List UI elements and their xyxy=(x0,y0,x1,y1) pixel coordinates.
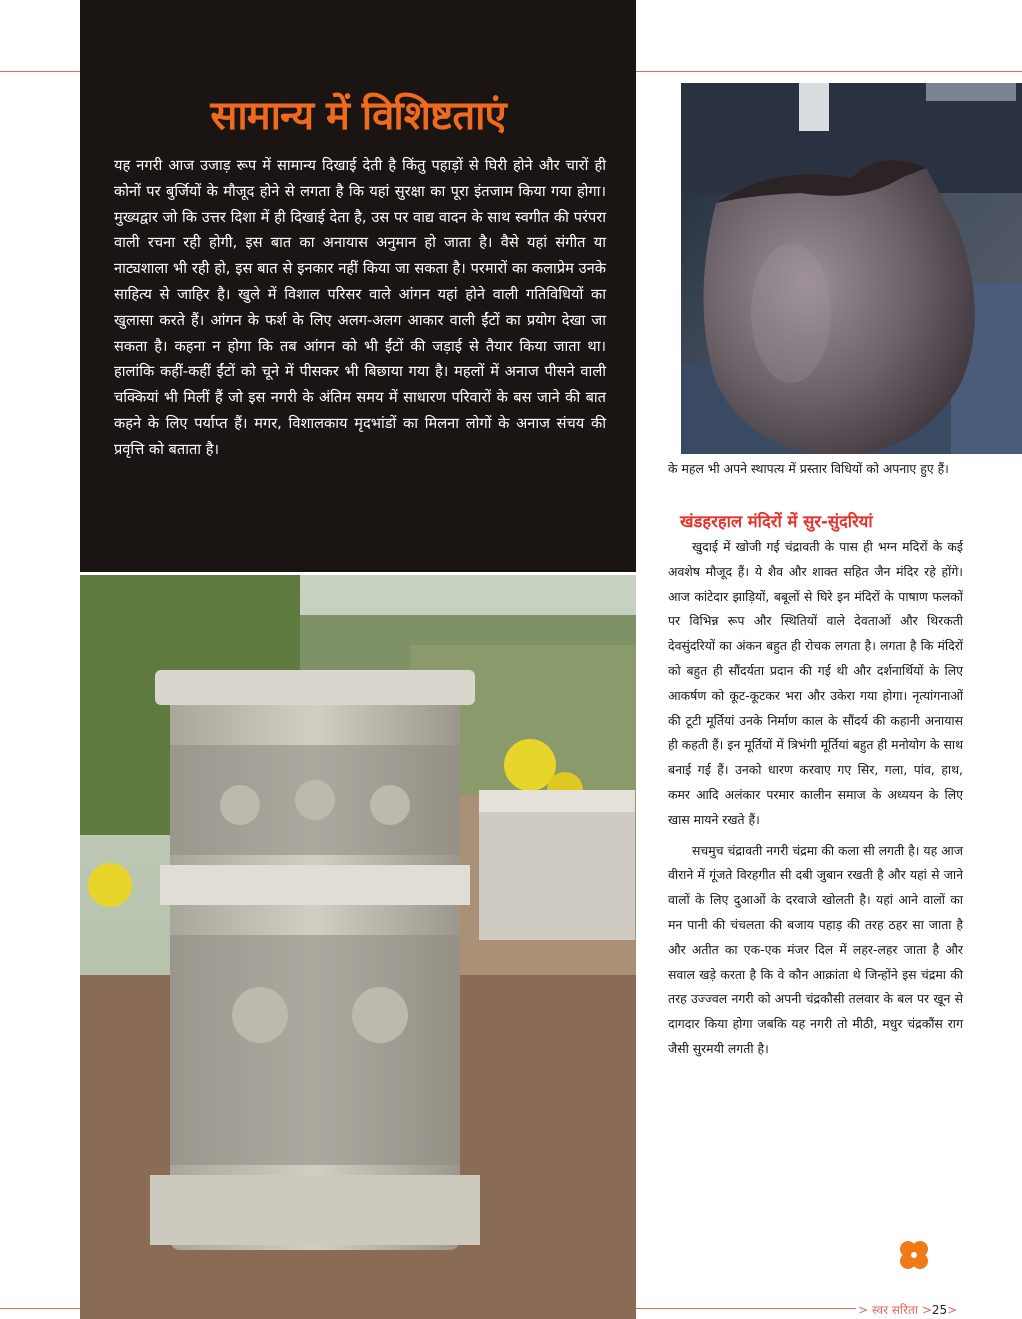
top-rule-right xyxy=(636,71,1022,72)
right-column-lead xyxy=(668,457,963,482)
right-column-body xyxy=(668,535,963,1062)
body-paragraph-1: खुदाई में खोजी गई चंद्रावती के पास ही भग्न मदिरों के कई अवशेष मौजूद हैं। ये शैव और शाक्त सहित जैन मंदिर रहे होंगे। आज कांटेदार झाड़ियों, बबूलों से घिरे इन मंदिरों के पाषाण फलकों पर विभिन्न रूप और स्थितियों वाले देवताओं और थिरकती देवसुंदरियों का अंकन बहुत ही रोचक लगता है। लगता है कि मंदिरों को बहुत ही सौंदर्यता प्रदान की गई थी और दर्शनार्थियों के लिए आकर्षण को कूट-कूटकर भरा और उकेरा गया होगा। नृत्यांगनाओं की टूटी मूर्तियां उनके निर्माण काल के सौंदर्य की कहानी अनायास ही कहती हैं। इन मूर्तियों में त्रिभंगी मूर्तियां बहुत ही मनोयोग के साथ बनाई गई हैं। उनको धारण करवाए गए सिर, गला, पांव, हाथ, कमर आदि अलंकार परमार कालीन समाज के अध्ययन के लिए खास मायने रखते हैं। xyxy=(668,539,963,827)
section-subheading: खंडहरहाल मंदिरों में सुर-सुंदरियां xyxy=(680,512,873,531)
magazine-name: > स्वर सरिता > xyxy=(858,1303,932,1317)
body-paragraph-2: सचमुच चंद्रावती नगरी चंद्रमा की कला सी लगती है। यह आज वीराने में गूंजते विरहगीत सी दबी जुबान रखती है और यहां से जाने वालों के लिए दुआओं के दरवाजे खोलती है। यहां आने वालों का मन पानी की चंचलता की बजाय पहाड़ की तरह ठहर सा जाता है और अतीत का एक-एक मंजर दिल में लहर-लहर जाता है और सवाल खड़े करता है कि वे कौन आक्रांता थे जिन्होंने इस चंद्रमा की तरह उज्ज्वल नगरी को अपनी चंद्रकौसी तलवार के बल पर खून से दागदार किया होगा जबकि यह नगरी तो मीठी, मधुर चंद्रकौंस राग जैसी सुरमयी लगती है। xyxy=(668,842,963,1056)
carved-pillar-photo xyxy=(80,575,636,1319)
top-rule-left xyxy=(0,71,80,72)
clay-pot-photo xyxy=(681,83,1022,454)
intro-paragraph: यह नगरी आज उजाड़ रूप में सामान्य दिखाई देती है किंतु पहाड़ों से घिरी होने और चारों ही कोनों पर बुर्जियों के मौजूद होने से लगता है कि यहां सुरक्षा का पूरा इंतजाम किया गया होगा। मुख्यद्वार जो कि उत्तर दिशा में ही दिखाई देता है, उस पर वाद्य वादन के साथ स्वगीत की परंपरा वाली रचना रही होगी, इस बात का अनायास अनुमान हो जाता है। वैसे यहां संगीत या नाट्यशाला भी रही हो, इस बात से इनकार नहीं किया जा सकता है। परमारों का कलाप्रेम उनके साहित्य से जाहिर है। खुले में विशाल परिसर वाले आंगन यहां होने वाली गतिविधियों का खुलासा करते हैं। आंगन के फर्श के लिए अलग-अलग आकार वाली ईंटों का प्रयोग देखा जा सकता है। कहना न होगा कि तब आंगन को भी ईंटों की जड़ाई से तैयार किया जाता था। हालांकि कहीं-कहीं ईंटों को चूने में पीसकर भी बिछाया गया है। महलों में अनाज पीसने वाली चक्कियां भी मिलीं हैं जो इस नगरी के अंतिम समय में साधारण परिवारों के बस जाने की बात कहने के लिए पर्याप्त हैं। मगर, विशालकाय मृदभांडों का मिलना लोगों के अनाज संचय की प्रवृत्ति को बताता है। xyxy=(114,157,606,458)
page-number: 25 xyxy=(931,1303,948,1317)
lead-text: के महल भी अपने स्थापत्य में प्रस्तार विधियों को अपनाए हुए हैं। xyxy=(668,461,949,476)
page-headline: सामान्य में विशिष्टताएं xyxy=(210,93,506,139)
footer-end-mark: > xyxy=(947,1303,958,1317)
intro-text-block xyxy=(114,153,606,463)
page-footer xyxy=(858,1301,957,1318)
flower-ornament-icon xyxy=(896,1237,932,1273)
